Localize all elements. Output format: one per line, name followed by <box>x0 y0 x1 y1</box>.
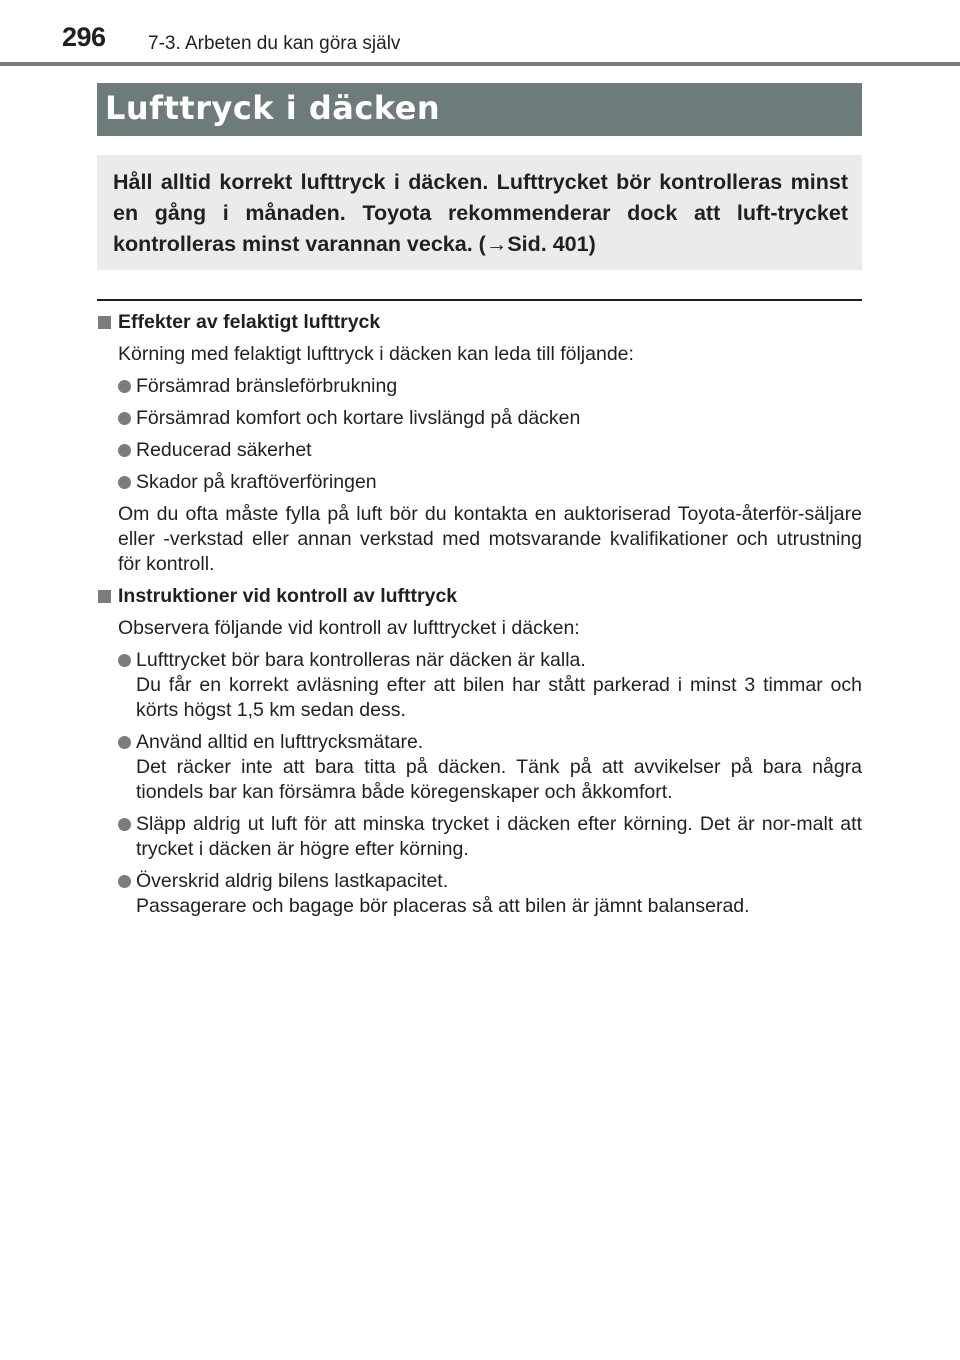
section-header: 7-3. Arbeten du kan göra själv <box>148 33 401 54</box>
list-item-detail: Passagerare och bagage bör placeras så att bilen är jämnt balanserad. <box>136 895 750 917</box>
round-bullet-icon <box>118 818 131 831</box>
section-heading-text: Instruktioner vid kontroll av lufttryck <box>118 585 458 607</box>
round-bullet-icon <box>118 654 131 667</box>
content <box>97 310 862 926</box>
list-item <box>97 470 862 495</box>
section-heading <box>97 310 862 335</box>
title-bar <box>97 83 862 136</box>
page-title: Lufttryck i däcken <box>105 89 441 127</box>
list-item <box>97 869 862 919</box>
list-item-detail: Du får en korrekt avläsning efter att bilen har stått parkerad i minst 3 timmar och körts högst 1,5 km sedan dess. <box>136 674 862 721</box>
list-item <box>97 438 862 463</box>
list-item-text: Skador på kraftöverföringen <box>136 471 377 493</box>
section-intro: Observera följande vid kontroll av lufttrycket i däcken: <box>118 617 580 639</box>
list-item-detail: Det räcker inte att bara titta på däcken. Tänk på att avvikelser på bara några tiondels bar kan försämra både köregenskaper och åkkomfort. <box>136 756 862 803</box>
section-heading <box>97 584 862 609</box>
round-bullet-icon <box>118 736 131 749</box>
list-item-text: Försämrad bränsleförbrukning <box>136 375 398 397</box>
list-item-text: Reducerad säkerhet <box>136 439 312 461</box>
intro-text: Håll alltid korrekt lufttryck i däcken. Lufttrycket bör kontrolleras minst en gång i månaden. Toyota rekommenderar dock att luft-trycket kontrolleras minst varannan vecka. (→Sid. 401) <box>113 170 848 256</box>
list-item <box>97 730 862 805</box>
intro-box <box>97 155 862 270</box>
section-outro: Om du ofta måste fylla på luft bör du kontakta en auktoriserad Toyota-återför-säljare eller -verkstad eller annan verkstad med motsvarande kvalifikationer och utrustning för kontroll. <box>118 503 862 575</box>
header-rule <box>0 62 960 66</box>
round-bullet-icon <box>118 875 131 888</box>
round-bullet-icon <box>118 380 131 393</box>
list-item-main: Överskrid aldrig bilens lastkapacitet. <box>136 870 449 892</box>
page-number: 296 <box>62 22 106 52</box>
section-intro: Körning med felaktigt lufttryck i däcken kan leda till följande: <box>118 343 634 365</box>
list-item <box>97 812 862 862</box>
round-bullet-icon <box>118 412 131 425</box>
content-rule <box>97 299 862 301</box>
list-item <box>97 374 862 399</box>
round-bullet-icon <box>118 476 131 489</box>
list-item <box>97 648 862 723</box>
list-item <box>97 406 862 431</box>
square-bullet-icon <box>98 316 111 329</box>
square-bullet-icon <box>98 590 111 603</box>
list-item-main: Släpp aldrig ut luft för att minska trycket i däcken efter körning. Det är nor-malt att trycket i däcken är högre efter körning. <box>136 813 862 860</box>
list-item-main: Använd alltid en lufttrycksmätare. <box>136 731 424 753</box>
list-item-main: Lufttrycket bör bara kontrolleras när däcken är kalla. <box>136 649 586 671</box>
section-heading-text: Effekter av felaktigt lufttryck <box>118 311 381 333</box>
list-item-text: Försämrad komfort och kortare livslängd på däcken <box>136 407 581 429</box>
round-bullet-icon <box>118 444 131 457</box>
